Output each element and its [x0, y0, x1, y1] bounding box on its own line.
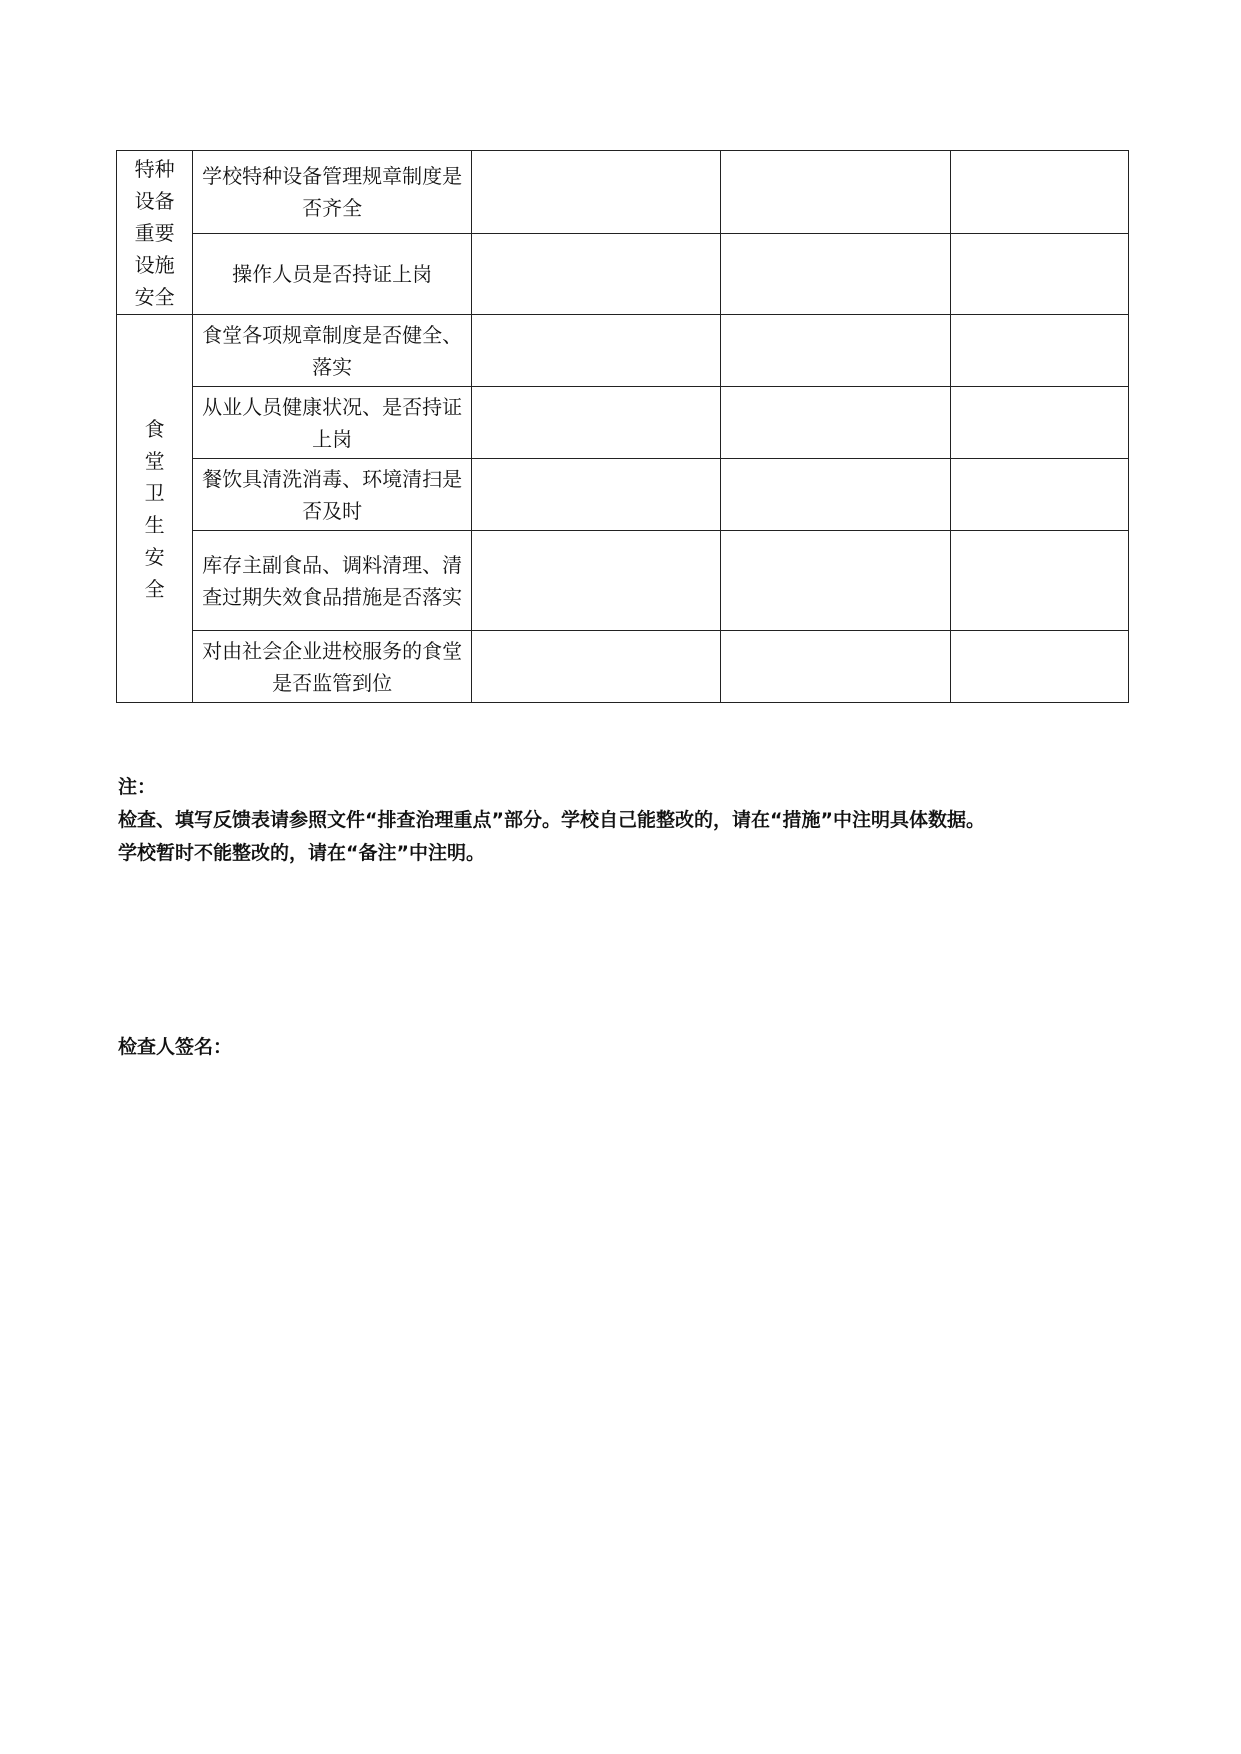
measure-cell[interactable] — [720, 531, 951, 631]
table-row — [117, 531, 1129, 631]
remark-cell[interactable] — [951, 151, 1129, 234]
signature-label: 检查人签名： — [118, 1036, 233, 1058]
measure-cell[interactable] — [720, 234, 951, 315]
remark-cell[interactable] — [951, 234, 1129, 315]
measure-cell[interactable] — [720, 631, 951, 703]
result-cell[interactable] — [472, 631, 721, 703]
inspection-table — [116, 150, 1129, 703]
measure-cell[interactable] — [720, 459, 951, 531]
remark-cell[interactable] — [951, 387, 1129, 459]
note-section — [118, 771, 1138, 870]
remark-cell[interactable] — [951, 531, 1129, 631]
item-cell: 从业人员健康状况、是否持证上岗 — [193, 387, 472, 459]
item-cell: 学校特种设备管理规章制度是否齐全 — [193, 151, 472, 234]
measure-cell[interactable] — [720, 387, 951, 459]
remark-cell[interactable] — [951, 459, 1129, 531]
item-cell: 餐饮具清洗消毒、环境清扫是否及时 — [193, 459, 472, 531]
note-line-2: 学校暂时不能整改的，请在“备注”中注明。 — [118, 842, 485, 864]
item-cell: 操作人员是否持证上岗 — [193, 234, 472, 315]
table-row — [117, 387, 1129, 459]
result-cell[interactable] — [472, 151, 721, 234]
remark-cell[interactable] — [951, 631, 1129, 703]
measure-cell[interactable] — [720, 151, 951, 234]
table-row — [117, 151, 1129, 234]
result-cell[interactable] — [472, 234, 721, 315]
table-row — [117, 459, 1129, 531]
table-row — [117, 234, 1129, 315]
result-cell[interactable] — [472, 459, 721, 531]
measure-cell[interactable] — [720, 315, 951, 387]
result-cell[interactable] — [472, 315, 721, 387]
category-cell-canteen: 食 堂 卫 生 安 全 — [117, 315, 193, 703]
item-cell: 对由社会企业进校服务的食堂是否监管到位 — [193, 631, 472, 703]
table-row — [117, 631, 1129, 703]
item-cell: 库存主副食品、调料清理、清查过期失效食品措施是否落实 — [193, 531, 472, 631]
note-title: 注： — [118, 776, 157, 798]
category-label: 特种设备重要设施安全 — [134, 156, 175, 309]
table-row — [117, 315, 1129, 387]
category-cell-special-equipment — [117, 151, 193, 315]
item-cell: 食堂各项规章制度是否健全、落实 — [193, 315, 472, 387]
result-cell[interactable] — [472, 531, 721, 631]
note-line-1: 检查、填写反馈表请参照文件“排查治理重点”部分。学校自己能整改的，请在“措施”中注明具体数据。 — [118, 809, 985, 831]
remark-cell[interactable] — [951, 315, 1129, 387]
result-cell[interactable] — [472, 387, 721, 459]
